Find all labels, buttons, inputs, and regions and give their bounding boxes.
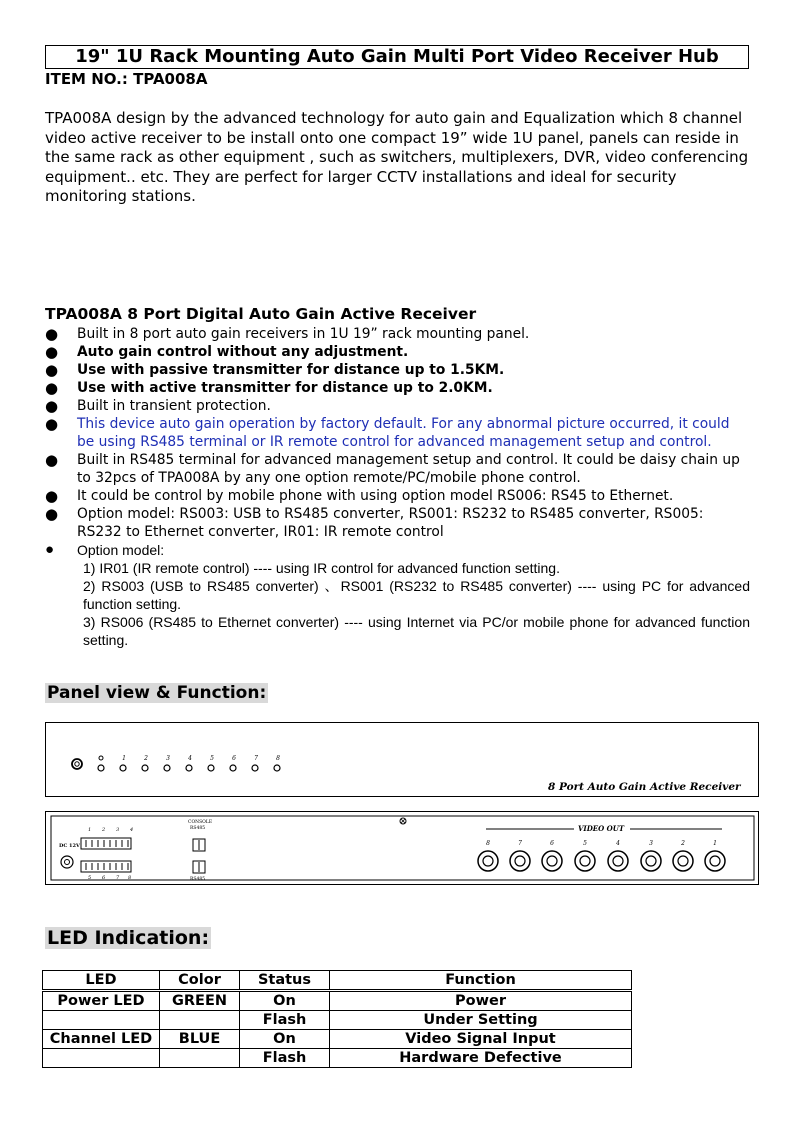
panel-heading: Panel view & Function: <box>47 683 267 703</box>
port-number-labels <box>486 840 717 847</box>
front-panel <box>45 722 759 797</box>
port-number: 5 <box>583 840 587 847</box>
front-panel-drawing <box>46 723 760 798</box>
channel-led-icon <box>252 765 258 771</box>
channel-led-icon <box>164 765 170 771</box>
port-number: 3 <box>649 840 653 847</box>
bullet-icon: ● <box>45 325 59 343</box>
list-item: ● Use with active transmitter for distance up to 2.0KM. <box>45 379 493 397</box>
channel-led-icon <box>230 765 236 771</box>
table-header-row <box>43 971 632 991</box>
terminal-top-labels <box>88 827 133 833</box>
led-number: 6 <box>232 755 236 762</box>
led-number: 8 <box>276 755 280 762</box>
column-header: Status <box>240 971 330 991</box>
terminal-number: 3 <box>116 827 120 833</box>
front-model-label: 8 Port Auto Gain Active Receiver <box>548 781 741 793</box>
column-header: Color <box>160 971 240 991</box>
bnc-connector-icon <box>542 851 562 871</box>
video-out-label: VIDEO OUT <box>578 824 625 833</box>
channel-led-icon <box>274 765 280 771</box>
bnc-connector-icon <box>673 851 693 871</box>
bnc-connector-icon <box>608 851 628 871</box>
bnc-connectors <box>478 851 725 871</box>
table-row: Flash Under Setting <box>43 1011 632 1030</box>
terminal-block-bottom <box>81 861 131 872</box>
bullet-icon: ● <box>45 361 59 379</box>
terminal-number: 7 <box>116 875 120 881</box>
power-button-icon <box>72 759 82 769</box>
bullet-icon: ● <box>45 505 59 523</box>
bullet-icon: ● <box>45 541 55 558</box>
bullet-icon: ● <box>45 415 59 433</box>
column-header: LED <box>43 971 160 991</box>
features-title: TPA008A 8 Port Digital Auto Gain Active Receiver <box>45 305 477 323</box>
intro-paragraph: TPA008A design by the advanced technology for auto gain and Equalization which 8 channel video active receiver to be install onto one compact 19” wide 1U panel, panels can reside in the same rack as other equipment , such as switchers, multiplexers, DVR, video conferencing equipment.. etc. They are perfect for larger CCTV installations and ideal for security monitoring stations. <box>45 109 749 206</box>
bullet-icon: ● <box>45 451 59 469</box>
led-number: 2 <box>144 755 148 762</box>
power-led-marker <box>99 756 103 760</box>
list-item: ● This device auto gain operation by factory default. For any abnormal picture occurred, it could be using RS485 terminal or IR remote control for advanced management setup and control. <box>45 415 730 450</box>
rear-panel <box>45 811 759 885</box>
led-number-labels <box>122 755 280 762</box>
channel-led-icon <box>186 765 192 771</box>
list-item: ● It could be control by mobile phone with using option model RS006: RS45 to Ethernet. <box>45 487 674 505</box>
list-item: ● Auto gain control without any adjustment. <box>45 343 409 361</box>
list-item: ● Option model: RS003: USB to RS485 converter, RS001: RS232 to RS485 converter, RS005: RS232 to Ethernet converter, IR01: IR remote control <box>45 505 704 540</box>
table-row: Channel LED BLUE On Video Signal Input <box>43 1030 632 1049</box>
bullet-icon: ● <box>45 343 59 361</box>
power-led-icon <box>98 765 104 771</box>
led-heading: LED Indication: <box>47 927 210 949</box>
terminal-number: 1 <box>88 827 92 833</box>
item-number: ITEM NO.: TPA008A <box>45 70 208 88</box>
dc-label: DC 12V <box>59 843 80 849</box>
bnc-connector-icon <box>705 851 725 871</box>
terminal-number: 6 <box>102 875 106 881</box>
terminal-number: 2 <box>102 827 106 833</box>
terminal-block-top <box>81 838 131 849</box>
console-label: CONSOLE <box>188 820 213 825</box>
bnc-connector-icon <box>641 851 661 871</box>
sub-option-item: 3) RS006 (RS485 to Ethernet converter) ---- using Internet via PC/or mobile phone for advanced function setting. <box>83 614 750 648</box>
rear-panel-drawing <box>46 812 760 886</box>
sub-option-item: 2) RS003 (USB to RS485 converter) 、RS001 (RS232 to RS485 converter) ---- using PC for advanced function setting. <box>83 578 750 612</box>
terminal-number: 5 <box>88 875 92 881</box>
rs485-top-label: RS485 <box>190 826 206 831</box>
channel-led-icon <box>120 765 126 771</box>
bullet-icon: ● <box>45 487 59 505</box>
dc-jack-pin <box>65 860 70 865</box>
list-item: ● Option model: 1) IR01 (IR remote control) ---- using IR control for advanced function setting. 2) RS003 (USB to RS485 converter) 、RS001 (RS232 to RS485 converter) ---- using PC for advanced function setting. 3) RS006 (RS485 to Ethernet converter) ---- using Internet via PC/or mobile phone for advanced function setting. <box>45 541 750 648</box>
terminal-number: 4 <box>130 827 134 833</box>
led-number: 1 <box>122 755 126 762</box>
list-item: ● Built in 8 port auto gain receivers in 1U 19” rack mounting panel. <box>45 325 530 343</box>
feature-list <box>45 325 750 649</box>
dc-jack-icon <box>61 856 73 868</box>
power-button-inner <box>75 762 79 766</box>
port-number: 1 <box>713 840 717 847</box>
led-table <box>42 970 632 1068</box>
bnc-connector-icon <box>510 851 530 871</box>
page-title: 19" 1U Rack Mounting Auto Gain Multi Port Video Receiver Hub <box>45 45 749 69</box>
sub-option-item: 1) IR01 (IR remote control) ---- using IR control for advanced function setting. <box>83 560 560 576</box>
terminal-number: 8 <box>128 875 132 881</box>
table-row: Power LED GREEN On Power <box>43 991 632 1011</box>
led-number: 5 <box>210 755 214 762</box>
port-number: 7 <box>518 840 522 847</box>
sub-option-list <box>77 559 750 649</box>
list-item: ● Built in RS485 terminal for advanced management setup and control. It could be daisy chain up to 32pcs of TPA008A by any one option remote/PC/mobile phone control. <box>45 451 740 486</box>
port-number: 4 <box>616 840 620 847</box>
bullet-icon: ● <box>45 379 59 397</box>
led-number: 4 <box>188 755 192 762</box>
port-number: 2 <box>681 840 685 847</box>
port-number: 8 <box>486 840 490 847</box>
list-item: ● Built in transient protection. <box>45 397 271 415</box>
channel-led-icon <box>142 765 148 771</box>
port-number: 6 <box>550 840 554 847</box>
led-number: 7 <box>254 755 258 762</box>
column-header: Function <box>330 971 632 991</box>
bullet-icon: ● <box>45 397 59 415</box>
led-number: 3 <box>166 755 170 762</box>
channel-led-icon <box>208 765 214 771</box>
list-item: ● Use with passive transmitter for distance up to 1.5KM. <box>45 361 505 379</box>
rs485-bottom-label: RS485 <box>190 877 206 882</box>
bnc-connector-icon <box>575 851 595 871</box>
bnc-connector-icon <box>478 851 498 871</box>
table-row: Flash Hardware Defective <box>43 1049 632 1068</box>
